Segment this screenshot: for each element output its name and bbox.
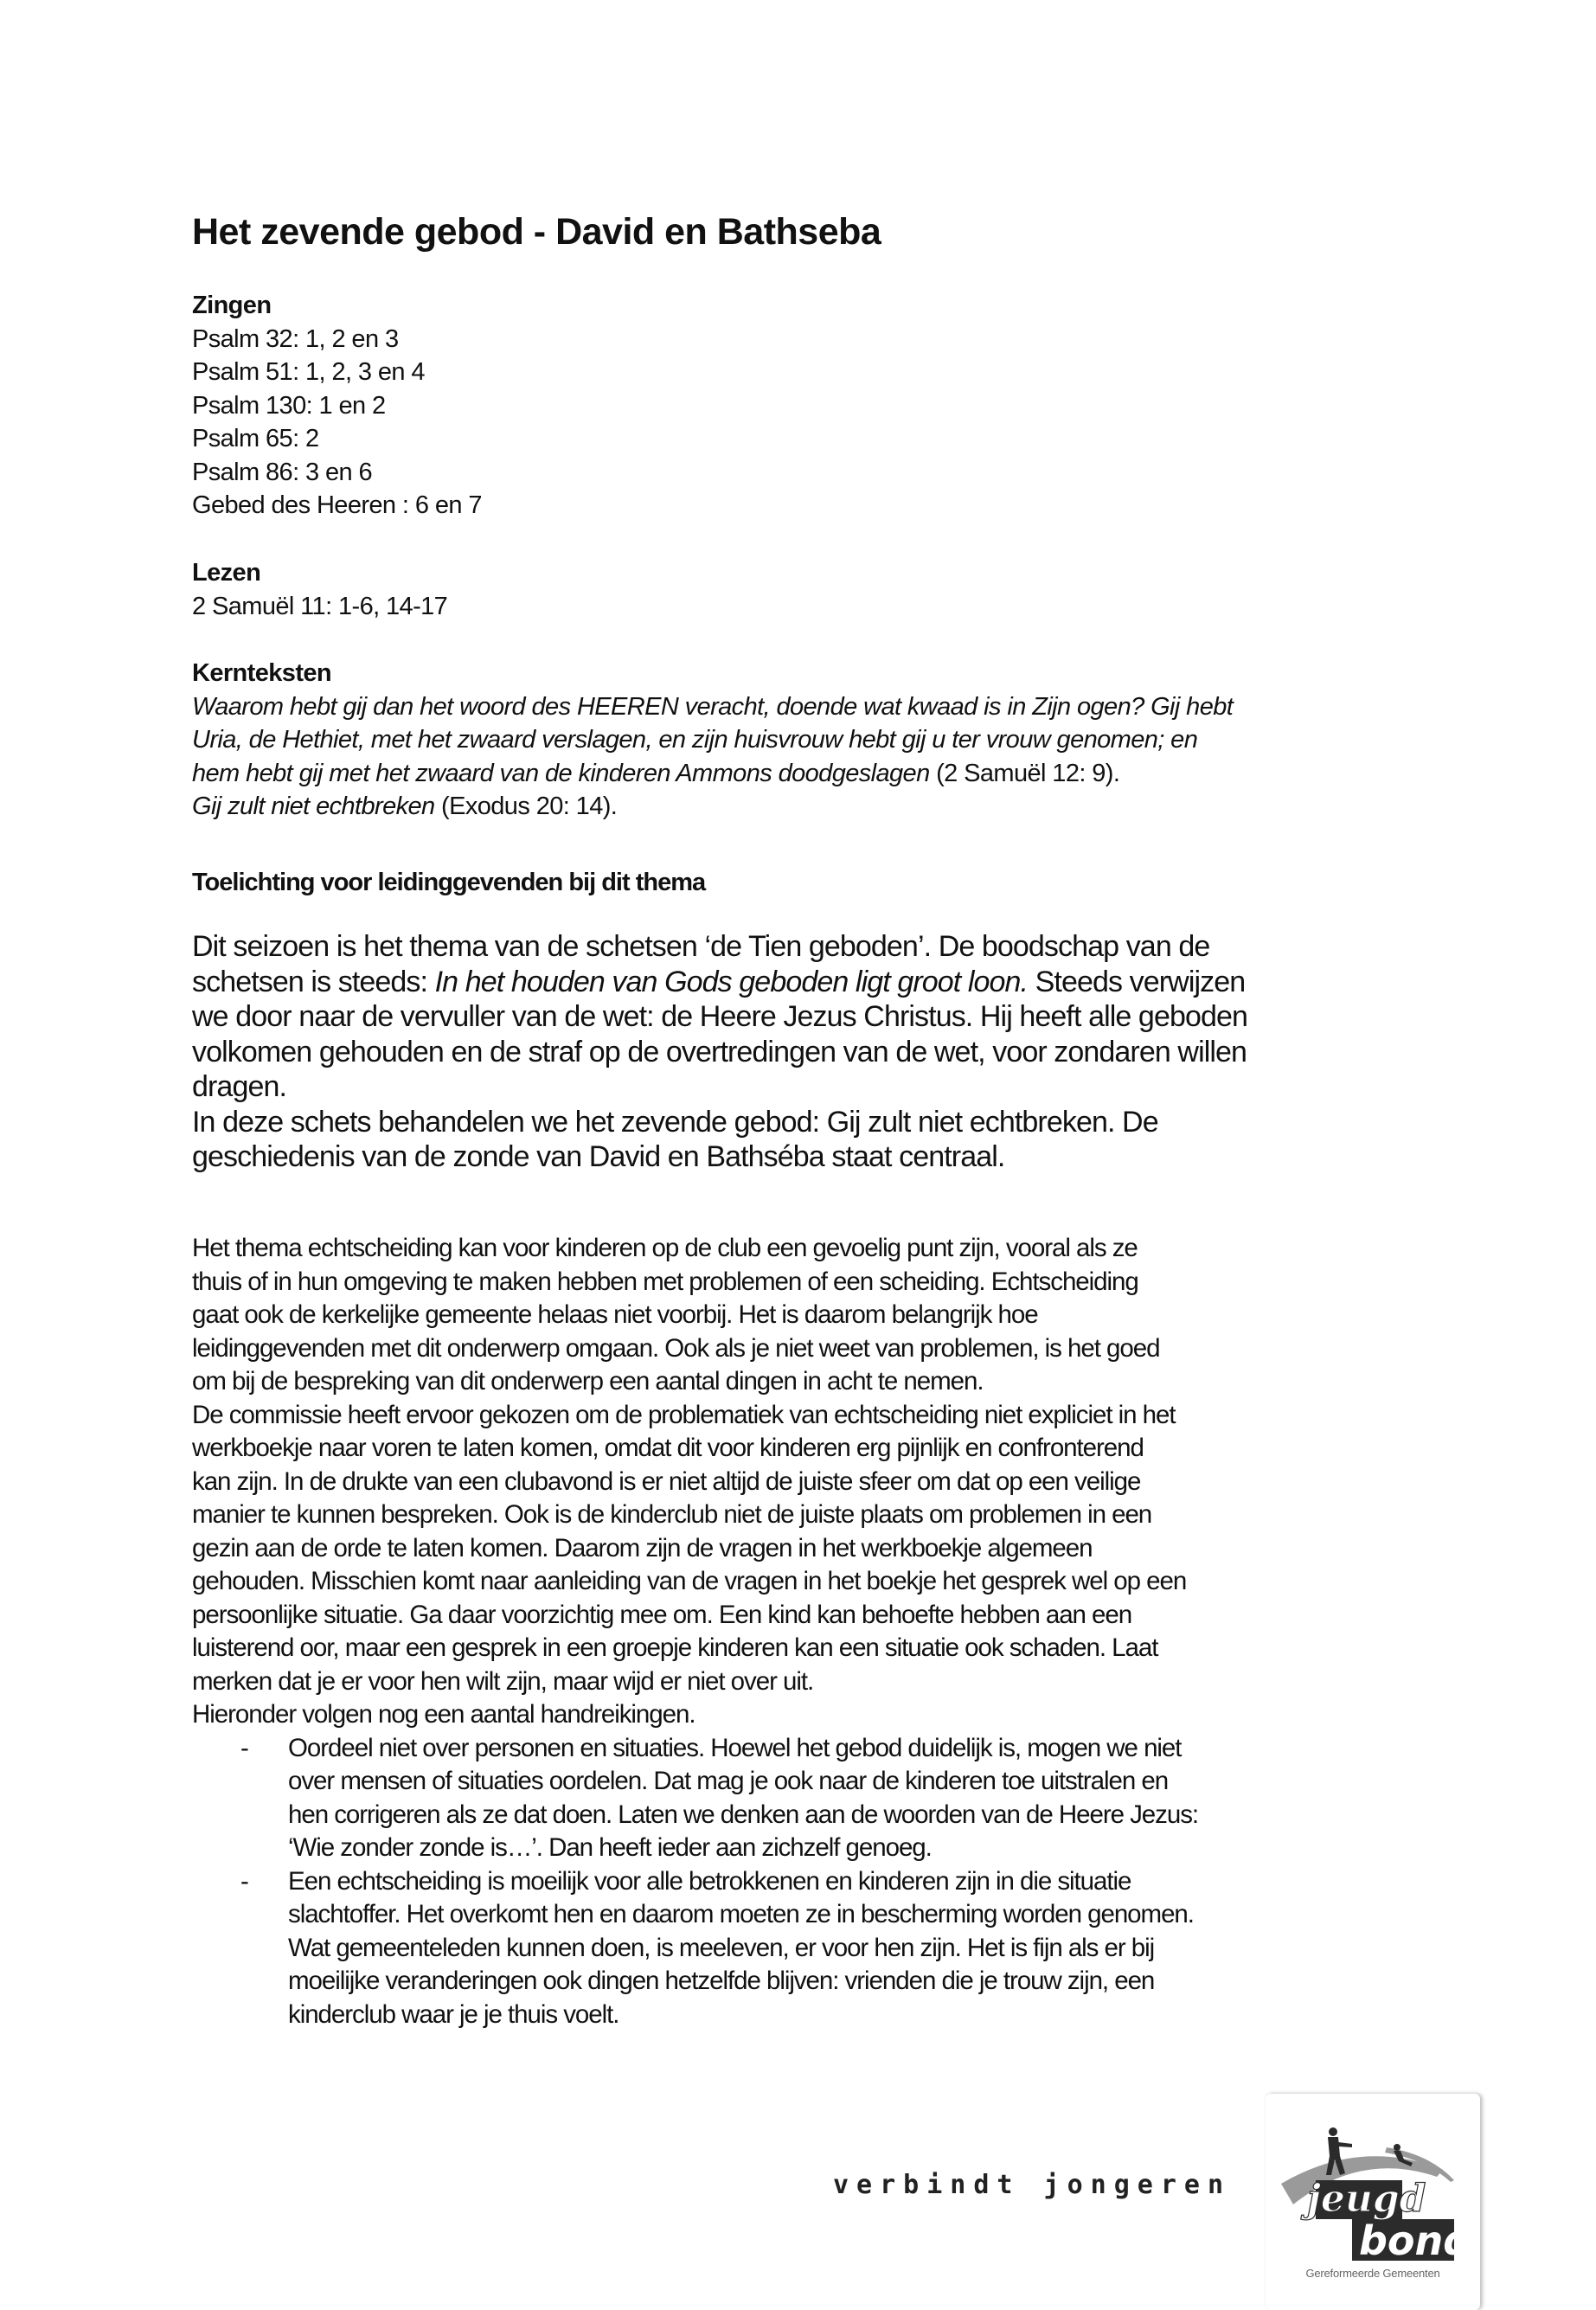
kerntekst-line — [192, 723, 1233, 757]
bullet-item — [192, 1865, 1198, 2032]
lezen-heading: Lezen — [192, 559, 261, 587]
lead-text: geschiedenis van de zonde van David en Bathséba staat centraal. — [192, 1140, 1005, 1173]
body-line: om bij de bespreking van dit onderwerp een aantal dingen in acht te nemen. — [192, 1367, 984, 1396]
bullet-line: moeilijke veranderingen ook dingen hetzelfde blijven: vrienden die je trouw zijn, een — [288, 1967, 1155, 1995]
lead-text: In deze schets behandelen we het zevende gebod: Gij zult niet echtbreken. De — [192, 1105, 1158, 1139]
lead-text: dragen. — [192, 1070, 287, 1103]
body-line: De commissie heeft ervoor gekozen om de problematiek van echtscheiding niet expliciet in het — [192, 1400, 1176, 1429]
footer-tagline: verbindt jongeren — [833, 2170, 1232, 2200]
bullet-line: ‘Wie zonder zonde is…’. Dan heeft ieder aan zichzelf genoeg. — [288, 1833, 932, 1862]
quote-text: hem hebt gij met het zwaard van de kinderen Ammons doodgeslagen — [192, 759, 930, 787]
lead-text: Dit seizoen is het thema van de schetsen ‘de Tien geboden’. De boodschap van de — [192, 930, 1210, 963]
zingen-item: Gebed des Heeren : 6 en 7 — [192, 491, 482, 519]
reference: (Exodus 20: 14). — [434, 792, 618, 820]
body-line: thuis of in hun omgeving te maken hebben met problemen of een scheiding. Echtscheiding — [192, 1267, 1138, 1296]
section-lezen — [192, 556, 447, 623]
zingen-item: Psalm 32: 1, 2 en 3 — [192, 324, 399, 353]
bullet-line: hen corrigeren als ze dat doen. Laten we denken aan de woorden van de Heere Jezus: — [288, 1800, 1199, 1829]
lead-line — [192, 965, 1247, 1000]
lead-line — [192, 1139, 1247, 1175]
lead-line — [192, 929, 1247, 965]
bullet-marker: - — [240, 1866, 248, 1896]
bullet-line: Een echtscheiding is moeilijk voor alle betrokkenen en kinderen zijn in die situatie — [288, 1866, 1131, 1896]
bullet-line: Oordeel niet over personen en situaties. Hoewel het gebod duidelijk is, mogen we niet — [288, 1733, 1182, 1762]
body-line: leidinggevenden met dit onderwerp omgaan. Ook als je niet weet van problemen, is het goed — [192, 1333, 1160, 1363]
section-zingen — [192, 289, 482, 523]
zingen-item: Psalm 51: 1, 2, 3 en 4 — [192, 358, 425, 386]
zingen-item: Psalm 86: 3 en 6 — [192, 458, 373, 486]
lead-text: we door naar de vervuller van de wet: de Heere Jezus Christus. Hij heeft alle geboden — [192, 1000, 1247, 1033]
quote-text: Uria, de Hethiet, met het zwaard verslagen, en zijn huisvrouw hebt gij u ter vrouw genomen; en — [192, 726, 1198, 754]
body-line: gezin aan de orde te laten komen. Daarom zijn de vragen in het werkboekje algemeen — [192, 1533, 1093, 1562]
logo-word-jeugd: jeugd — [1307, 2177, 1426, 2221]
body-line: werkboekje naar voren te laten komen, omdat dit voor kinderen erg pijnlijk en confronterend — [192, 1434, 1144, 1462]
body-line: Het thema echtscheiding kan voor kinderen op de club een gevoelig punt zijn, vooral als ze — [192, 1234, 1138, 1262]
kerntekst-line — [192, 757, 1233, 791]
body-line: manier te kunnen bespreken. Ook is de kinderclub niet de juiste plaats om problemen in een — [192, 1500, 1152, 1529]
lead-paragraph — [192, 929, 1247, 1175]
body-line: persoonlijke situatie. Ga daar voorzichtig mee om. Een kind kan behoefte hebben aan een — [192, 1600, 1132, 1629]
body-line: Hieronder volgen nog een aantal handreikingen. — [192, 1700, 695, 1729]
logo-subtitle: Gereformeerde Gemeenten — [1305, 2267, 1440, 2280]
body-line: kan zijn. In de drukte van een clubavond is er niet altijd de juiste sfeer om dat op een veilige — [192, 1466, 1141, 1496]
kerntekst-line — [192, 690, 1233, 724]
body-line: merken dat je er voor hen wilt zijn, maar wijd er niet over uit. — [192, 1666, 814, 1696]
kernteksten-heading: Kernteksten — [192, 659, 332, 687]
lead-text: schetsen is steeds: — [192, 965, 435, 998]
bullet-marker: - — [240, 1733, 248, 1762]
section-toelichting-heading — [192, 866, 705, 900]
lead-line — [192, 1069, 1247, 1105]
zingen-item: Psalm 130: 1 en 2 — [192, 391, 386, 420]
lead-italic: In het houden van Gods geboden ligt groot loon. — [434, 965, 1029, 998]
lead-text: Steeds verwijzen — [1028, 965, 1246, 998]
lead-line — [192, 1105, 1247, 1140]
toelichting-heading: Toelichting voor leidinggevenden bij dit thema — [192, 869, 706, 896]
lead-text: volkomen gehouden en de straf op de overtredingen van de wet, voor zondaren willen — [192, 1035, 1247, 1068]
quote-text: Waarom hebt gij dan het woord des HEEREN veracht, doende wat kwaad is in Zijn ogen? Gij hebt — [192, 692, 1234, 721]
bullet-line: slachtoffer. Het overkomt hen en daarom moeten ze in bescherming worden genomen. — [288, 1900, 1194, 1928]
jeugdbond-logo-graphic — [1266, 2094, 1480, 2267]
body-line: gehouden. Misschien komt naar aanleiding van de vragen in het boekje het gesprek wel op een — [192, 1567, 1187, 1595]
zingen-heading: Zingen — [192, 292, 272, 319]
bullet-line: kinderclub waar je je thuis voelt. — [288, 1999, 619, 2029]
reference: (2 Samuël 12: 9). — [929, 759, 1120, 787]
zingen-item: Psalm 65: 2 — [192, 425, 319, 452]
bullet-item — [192, 1732, 1198, 1865]
body-paragraph — [192, 1232, 1198, 2031]
jeugdbond-logo — [1266, 2094, 1480, 2310]
lead-line — [192, 1035, 1247, 1070]
body-line: luisterend oor, maar een gesprek in een groepje kinderen kan een situatie ook schaden. Laat — [192, 1633, 1158, 1662]
lezen-item: 2 Samuël 11: 1-6, 14-17 — [192, 592, 448, 620]
body-line: gaat ook de kerkelijke gemeente helaas niet voorbij. Het is daarom belangrijk hoe — [192, 1300, 1038, 1329]
lead-line — [192, 999, 1247, 1035]
quote-text: Gij zult niet echtbreken — [192, 792, 435, 820]
bullet-line: over mensen of situaties oordelen. Dat mag je ook naar de kinderen toe uitstralen en — [288, 1767, 1169, 1795]
section-kernteksten — [192, 657, 1233, 824]
document-title: Het zevende gebod - David en Bathseba — [192, 211, 881, 253]
kerntekst-line — [192, 790, 1233, 824]
logo-word-bond: bond — [1359, 2217, 1472, 2264]
bullet-line: Wat gemeenteleden kunnen doen, is meeleven, er voor hen zijn. Het is fijn als er bij — [288, 1933, 1155, 1962]
